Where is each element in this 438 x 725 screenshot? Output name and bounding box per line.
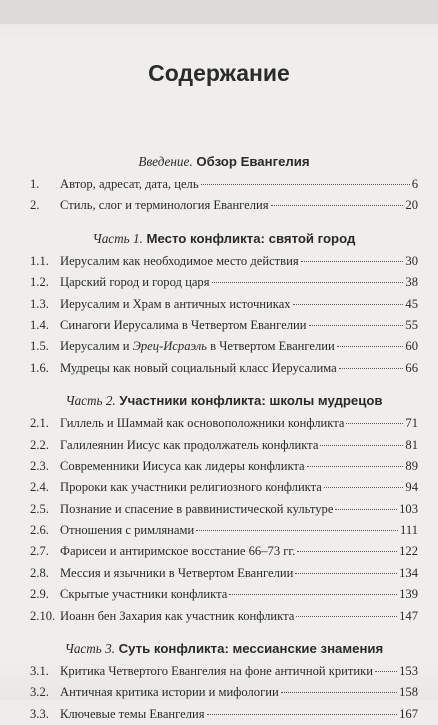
toc-page-number: 81: [405, 437, 418, 452]
toc-entry: [30, 456, 418, 477]
toc-entry-title: Гиллель и Шаммай как основоположники конфликта: [60, 416, 345, 431]
toc-entry-number: 2.1.: [30, 416, 49, 431]
toc-page-number: 103: [399, 501, 418, 516]
dot-leader: [307, 466, 404, 467]
toc-entry-title: Галилеянин Иисус как продолжатель конфликта: [60, 437, 319, 452]
toc-entry-title: Иоанн бен Захария как участник конфликта: [60, 608, 295, 623]
toc-page-number: 20: [405, 198, 418, 213]
toc-page-number: 139: [399, 587, 418, 602]
toc-entry-title-italic: Эрец-Исраэль: [132, 339, 207, 354]
toc-entry-number: 1.6.: [30, 360, 49, 375]
toc-page-number: 6: [411, 177, 418, 191]
toc-entry-number: 2.6.: [30, 523, 49, 538]
dot-leader: [297, 551, 397, 552]
toc-entry-number: 1.: [30, 177, 40, 191]
toc-entry-number: 1.3.: [30, 296, 49, 311]
toc-entry: [30, 563, 418, 584]
toc-entry: [30, 315, 418, 336]
toc-page-number: 55: [405, 317, 418, 332]
toc-page-number: 94: [405, 480, 418, 495]
toc-entry-title: Царский город и город царя: [60, 275, 210, 290]
dot-leader: [281, 692, 397, 693]
dot-leader: [293, 304, 404, 305]
toc-entry: [30, 251, 418, 272]
dot-leader: [337, 346, 404, 347]
toc-entry-number: 2.8.: [30, 565, 49, 580]
toc-entry: [30, 682, 418, 703]
dot-leader: [271, 205, 404, 206]
toc-entry: [30, 704, 418, 725]
toc-entry-number: 1.1.: [30, 253, 49, 268]
toc-entry: [30, 413, 418, 434]
toc-entry-title-part: в Четвертом Евангелии: [206, 339, 335, 354]
toc-entry-title: Автор, адресат, дата, цель: [60, 177, 199, 191]
toc-entry: [30, 606, 418, 627]
dot-leader: [201, 184, 410, 185]
toc-page-number: 38: [405, 275, 418, 290]
section-part-label: Часть 1.: [92, 230, 143, 246]
toc-page-number: 134: [399, 565, 418, 580]
running-header: [0, 0, 438, 24]
toc-entry: [30, 174, 418, 195]
toc-entry-number: 2.4.: [30, 480, 49, 495]
section-heading: [30, 389, 418, 413]
toc-entry: [30, 499, 418, 520]
toc-page-number: 89: [405, 458, 418, 473]
toc-entry-number: 2.2.: [30, 437, 49, 452]
toc-entry: [30, 541, 418, 562]
toc-entry-title: Стиль, слог и терминология Евангелия: [60, 198, 269, 213]
toc-entry: [30, 435, 418, 456]
section-title: Обзор Евангелия: [196, 154, 310, 169]
toc-entry: [30, 358, 418, 379]
toc-page-number: 60: [405, 339, 418, 354]
dot-leader: [320, 445, 403, 446]
toc-entry-title: Познание и спасение в раввинистической культуре: [60, 501, 334, 516]
toc-page-number: 147: [399, 608, 418, 623]
dot-leader: [324, 487, 404, 488]
dot-leader: [207, 714, 398, 715]
dot-leader: [229, 594, 397, 595]
toc-page-number: 66: [405, 360, 418, 375]
section-title: Суть конфликта: мессианские знамения: [118, 641, 384, 657]
toc-page-number: 71: [405, 416, 418, 431]
dot-leader: [339, 368, 404, 369]
dot-leader: [301, 261, 404, 262]
toc-entry-number: 3.1.: [30, 664, 49, 679]
toc-entry-number: 2.5.: [30, 501, 49, 516]
toc-entry: [30, 336, 418, 357]
toc-page-number: 167: [399, 706, 418, 721]
toc-entry-title: Скрытые участники конфликта: [60, 587, 228, 602]
toc-entry-title: Мудрецы как новый социальный класс Иерусалима: [60, 360, 337, 375]
toc-entry-title: Синагоги Иерусалима в Четвертом Евангелии: [60, 317, 307, 332]
toc-entry-number: 3.2.: [30, 685, 49, 700]
dot-leader: [335, 509, 397, 510]
dot-leader: [295, 573, 397, 574]
toc-entry-number: 2.10.: [30, 608, 56, 623]
toc-entry: [30, 584, 418, 605]
dot-leader: [212, 282, 404, 283]
toc-entry: [30, 294, 418, 315]
section-title: Место конфликта: святой город: [146, 230, 356, 246]
section-part-label: Часть 2.: [65, 393, 116, 409]
toc-entry-number: 2.3.: [30, 458, 49, 473]
toc-entry: [30, 477, 418, 498]
toc-entry-title: [60, 336, 335, 357]
section-heading: [30, 637, 418, 661]
toc-entry-title-part: Иерусалим и: [60, 339, 133, 354]
dot-leader: [375, 671, 397, 672]
toc-entry-title: Отношения с римлянами: [60, 523, 195, 538]
section-heading: [30, 227, 418, 251]
table-of-contents: [30, 150, 418, 725]
toc-entry-number: 1.2.: [30, 275, 49, 290]
dot-leader: [296, 616, 397, 617]
section-title: Участники конфликта: школы мудрецов: [119, 393, 383, 409]
page-title: Содержание: [148, 60, 290, 86]
toc-entry-number: 1.4.: [30, 317, 49, 332]
toc-entry-title: Античная критика истории и мифологии: [60, 685, 279, 700]
toc-entry-number: 1.5.: [30, 339, 49, 354]
toc-page-number: 158: [399, 685, 418, 700]
toc-entry-number: 3.3.: [30, 706, 49, 721]
toc-entry-title: Ключевые темы Евангелия: [60, 706, 205, 721]
toc-entry: [30, 272, 418, 293]
toc-page-number: 30: [405, 253, 418, 268]
dot-leader: [196, 530, 398, 531]
dot-leader: [346, 423, 403, 424]
toc-page-number: 45: [405, 296, 418, 311]
toc-entry-title: Иерусалим как необходимое место действия: [60, 253, 299, 268]
toc-page-number: 111: [400, 523, 418, 538]
toc-entry: [30, 661, 418, 682]
toc-entry: [30, 520, 418, 541]
toc-entry-number: 2.9.: [30, 587, 49, 602]
dot-leader: [309, 325, 404, 326]
toc-entry-title: Фарисеи и антиримское восстание 66–73 гг.: [60, 544, 296, 559]
toc-entry-title: Современники Иисуса как лидеры конфликта: [60, 458, 305, 473]
toc-entry-title: Мессия и язычники в Четвертом Евангелии: [60, 565, 294, 580]
section-part-label: Введение.: [138, 154, 193, 169]
toc-entry-title: Пророки как участники религиозного конфликта: [60, 480, 322, 495]
section-part-label: Часть 3.: [64, 641, 115, 657]
toc-page-number: 153: [399, 664, 418, 679]
toc-entry: [30, 195, 418, 216]
toc-entry-title: Критика Четвертого Евангелия на фоне античной критики: [60, 664, 374, 679]
toc-entry-number: 2.: [30, 198, 40, 213]
toc-entry-number: 2.7.: [30, 544, 49, 559]
toc-entry-title: Иерусалим и Храм в античных источниках: [60, 296, 291, 311]
section-heading-intro: [30, 150, 418, 174]
toc-page-number: 122: [399, 544, 418, 559]
